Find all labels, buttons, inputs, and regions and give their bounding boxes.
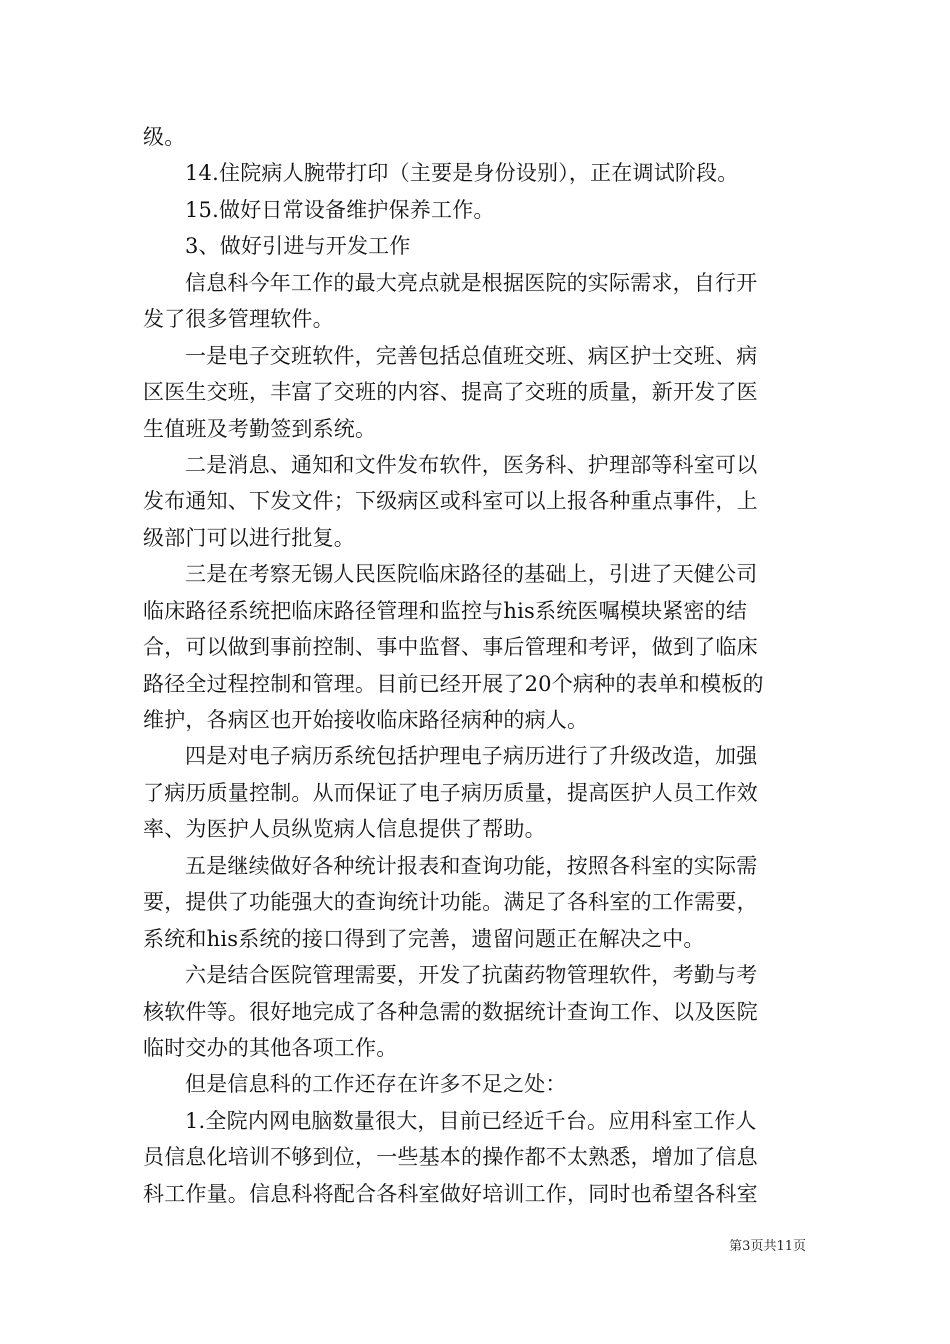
text-line: 员信息化培训不够到位，一些基本的操作都不太熟悉，增加了信息	[143, 1145, 758, 1170]
text-line: 发了很多管理软件。	[143, 307, 334, 332]
text-line: 二是消息、通知和文件发布软件，医务科、护理部等科室可以	[185, 452, 758, 477]
text-line: 但是信息科的工作还存在许多不足之处：	[185, 1072, 567, 1097]
text-line: 率、为医护人员纵览病人信息提供了帮助。	[143, 817, 546, 842]
text-line: 要，提供了功能强大的查询统计功能。满足了各科室的工作需要，	[143, 890, 758, 915]
section-heading: 3、做好引进与开发工作	[185, 234, 411, 259]
text-line: 科工作量。信息科将配合各科室做好培训工作，同时也希望各科室	[143, 1181, 758, 1206]
text-line: 1.全院内网电脑数量很大，目前已经近千台。应用科室工作人	[185, 1108, 757, 1133]
page-number: 第3页共11页	[729, 1239, 806, 1254]
text-line: 六是结合医院管理需要，开发了抗菌药物管理软件，考勤与考	[185, 963, 758, 988]
text-line: 核软件等。很好地完成了各种急需的数据统计查询工作、以及医院	[143, 999, 758, 1024]
text-line: 四是对电子病历系统包括护理电子病历进行了升级改造，加强	[185, 744, 758, 769]
text-line: 区医生交班，丰富了交班的内容、提高了交班的质量，新开发了医	[143, 380, 758, 405]
text-line: 合，可以做到事前控制、事中监督、事后管理和考评，做到了临床	[143, 635, 758, 660]
text-line: 路径全过程控制和管理。目前已经开展了20个病种的表单和模板的	[143, 671, 764, 696]
text-line: 临时交办的其他各项工作。	[143, 1035, 398, 1060]
text-line: 了病历质量控制。从而保证了电子病历质量，提高医护人员工作效	[143, 780, 758, 805]
text-line: 一是电子交班软件，完善包括总值班交班、病区护士交班、病	[185, 343, 758, 368]
text-line: 级。	[143, 125, 186, 149]
text-line: 系统和his系统的接口得到了完善，遗留问题正在解决之中。	[143, 926, 705, 951]
document-body	[143, 119, 807, 1212]
text-line: 发布通知、下发文件；下级病区或科室可以上报各种重点事件，上	[143, 489, 758, 514]
text-line: 15.做好日常设备维护保养工作。	[185, 197, 495, 222]
text-line: 三是在考察无锡人民医院临床路径的基础上，引进了天健公司	[185, 562, 758, 587]
text-line: 临床路径系统把临床路径管理和监控与his系统医嘱模块紧密的结	[143, 598, 748, 623]
text-line: 五是继续做好各种统计报表和查询功能，按照各科室的实际需	[185, 853, 758, 878]
text-line: 级部门可以进行批复。	[143, 525, 355, 550]
text-line: 维护，各病区也开始接收临床路径病种的病人。	[143, 708, 589, 732]
text-line: 生值班及考勤签到系统。	[143, 416, 377, 441]
text-line: 14.住院病人腕带打印（主要是身份设别），正在调试阶段。	[185, 161, 739, 186]
text-line: 信息科今年工作的最大亮点就是根据医院的实际需求，自行开	[185, 270, 758, 295]
